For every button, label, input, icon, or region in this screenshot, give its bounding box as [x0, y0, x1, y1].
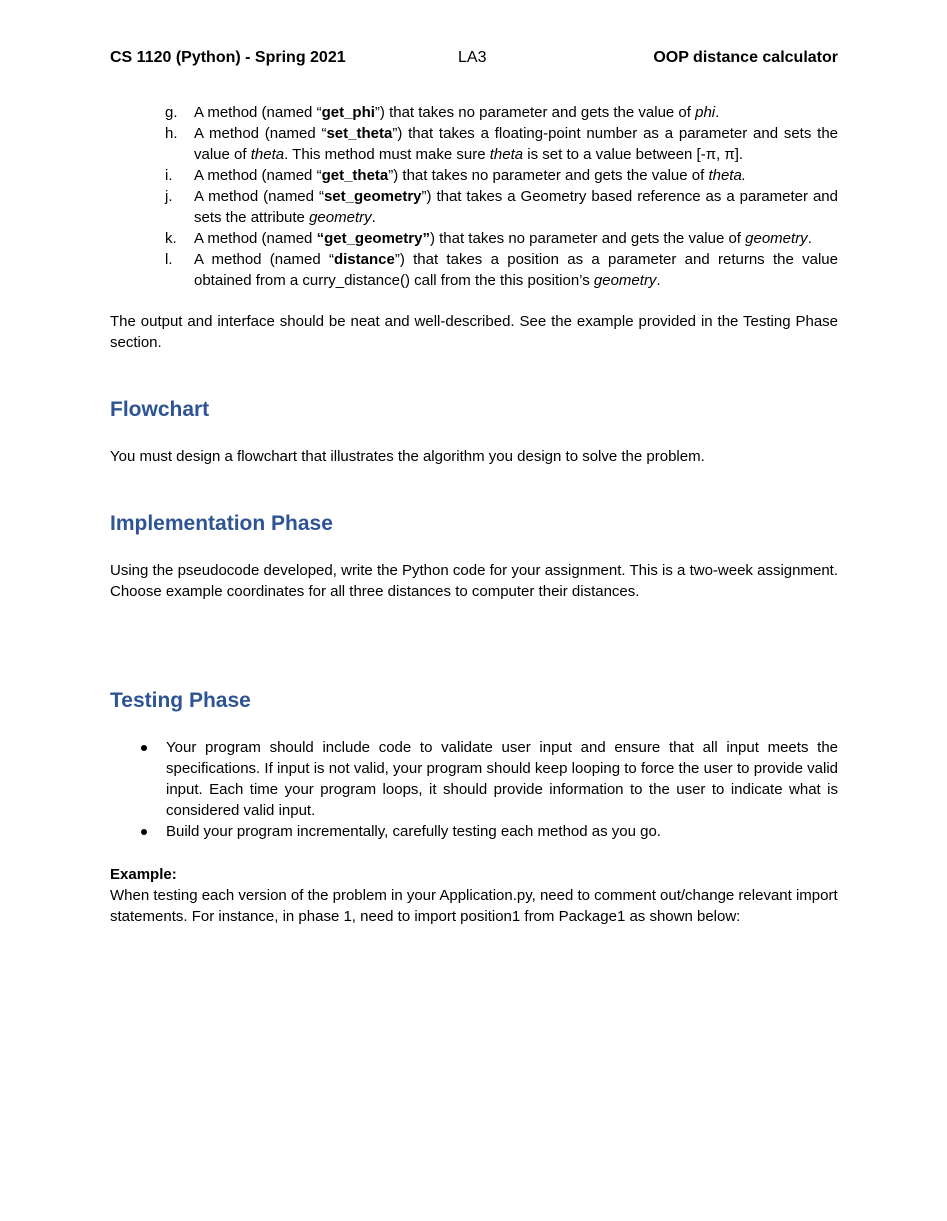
list-marker: i.: [165, 167, 173, 184]
example-label: Example:: [110, 866, 177, 883]
bullet-icon: [141, 745, 147, 751]
bullet-icon: [141, 829, 147, 835]
method-name: “get_geometry”: [316, 230, 430, 247]
method-name: set_theta: [326, 125, 393, 142]
list-item: k. A method (named “get_geometry”) that takes no parameter and gets the value of geometry.: [165, 230, 812, 247]
list-marker: l.: [165, 251, 173, 268]
implementation-paragraph: Using the pseudocode developed, write the Python code for your assignment. This is a two-week assignment. Choose example coordinates for all three distances to computer their distances.: [110, 562, 838, 600]
implementation-heading: Implementation Phase: [110, 512, 333, 535]
list-marker: j.: [165, 188, 173, 205]
method-name: get_phi: [321, 104, 375, 121]
output-paragraph: The output and interface should be neat and well-described. See the example provided in the Testing Phase section.: [110, 313, 838, 351]
list-item: i. A method (named “get_theta”) that takes no parameter and gets the value of theta.: [165, 167, 746, 184]
list-marker: h.: [165, 125, 178, 142]
list-marker: k.: [165, 230, 177, 247]
method-name: get_theta: [321, 167, 389, 184]
testing-heading: Testing Phase: [110, 689, 251, 712]
header-assignment: LA3: [458, 49, 487, 66]
example-paragraph: When testing each version of the problem in your Application.py, need to comment out/change relevant import statements. For instance, in phase 1, need to import position1 from Package1 as shown below:: [110, 887, 838, 925]
header-topic: OOP distance calculator: [653, 49, 838, 66]
list-item: g. A method (named “get_phi”) that takes no parameter and gets the value of phi.: [165, 104, 720, 121]
list-item: h. A method (named “set_theta”) that takes a floating-point number as a parameter and sets the value of theta. This method must make sure theta is set to a value between [-π, π].: [165, 125, 838, 163]
method-list: [110, 102, 838, 291]
list-item: l. A method (named “distance”) that takes a position as a parameter and returns the value obtained from a curry_distance() call from the this position’s geometry.: [165, 251, 838, 289]
example-block: [110, 864, 838, 927]
flowchart-heading: Flowchart: [110, 398, 210, 421]
list-item: Your program should include code to validate user input and ensure that all input meets the specifications. If input is not valid, your program should keep looping to force the user to provide valid input. Each time your program loops, it should provide information to the user to indicate what is considered valid input.: [110, 737, 838, 821]
page-header: [110, 47, 838, 69]
method-list-block: [110, 102, 838, 291]
header-course: CS 1120 (Python) - Spring 2021: [110, 49, 346, 66]
method-name: distance: [333, 251, 395, 268]
list-marker: g.: [165, 104, 178, 121]
list-item: j. A method (named “set_geometry”) that takes a Geometry based reference as a parameter and sets the attribute geometry.: [165, 188, 838, 226]
list-item: Build your program incrementally, carefully testing each method as you go.: [110, 821, 838, 842]
testing-bullets-block: [110, 737, 838, 842]
flowchart-paragraph: You must design a flowchart that illustrates the algorithm you design to solve the problem.: [110, 448, 705, 465]
method-name: set_geometry: [323, 188, 422, 205]
testing-bullets: [110, 737, 838, 842]
